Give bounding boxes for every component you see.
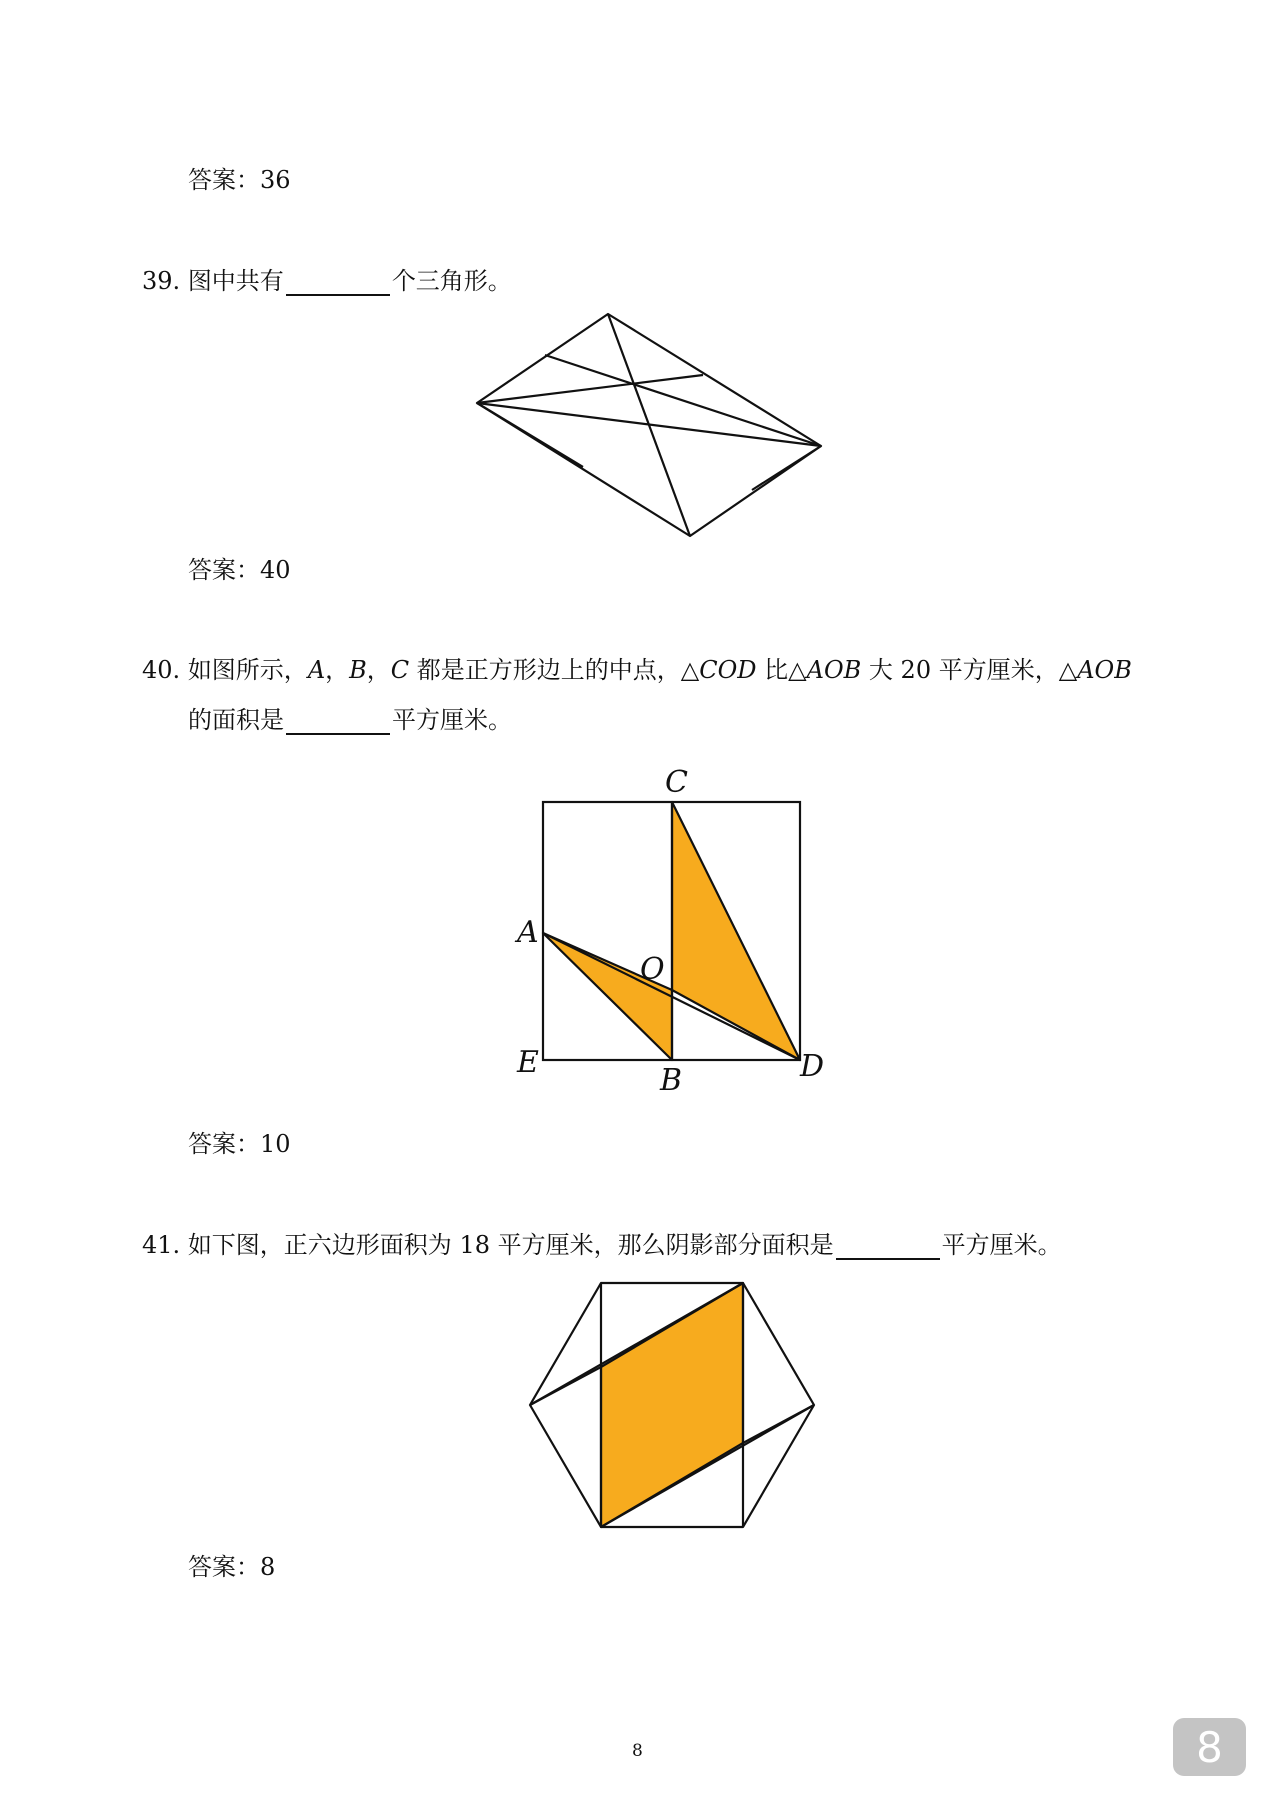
question-text: 大 20 平方厘米，△ xyxy=(861,656,1078,684)
answer-value: 40 xyxy=(260,556,291,584)
triangle-aob: AOB xyxy=(806,656,862,684)
page-number: 8 xyxy=(632,1741,643,1761)
answer-value: 36 xyxy=(260,166,291,194)
answer-label: 答案： xyxy=(188,1130,260,1158)
label-c: C xyxy=(665,765,688,800)
answer-label: 答案： xyxy=(188,166,260,194)
separator: ， xyxy=(366,656,391,684)
label-o: O xyxy=(640,952,665,987)
question-text: 如下图，正六边形面积为 18 平方厘米，那么阴影部分面积是 xyxy=(187,1231,834,1259)
question-text: 的面积是 xyxy=(188,706,284,734)
question-number: 39. xyxy=(142,267,181,295)
var-b: B xyxy=(349,656,367,684)
question-text-after: 平方厘米。 xyxy=(941,1231,1062,1259)
question-text: 如图所示， xyxy=(187,656,308,684)
question-number: 40. xyxy=(142,656,181,684)
question-text: 比△ xyxy=(756,656,807,684)
var-a: A xyxy=(307,656,326,684)
page-badge[interactable]: 8 xyxy=(1173,1718,1246,1776)
question-text: 图中共有 xyxy=(187,267,284,295)
label-e: E xyxy=(517,1045,539,1080)
label-d: D xyxy=(800,1049,825,1084)
label-b: B xyxy=(660,1063,683,1098)
shaded-rhombus xyxy=(601,1283,743,1527)
label-a: A xyxy=(517,915,539,950)
separator: ， xyxy=(325,656,350,684)
triangle-aob: AOB xyxy=(1077,656,1132,684)
answer-value: 8 xyxy=(260,1553,276,1581)
triangle-cod: COD xyxy=(699,656,757,684)
answer-41 xyxy=(188,1552,275,1582)
question-text-after: 平方厘米。 xyxy=(392,706,512,734)
question-number: 41. xyxy=(142,1231,181,1259)
answer-label: 答案： xyxy=(188,556,260,584)
question-text: 都是正方形边上的中点，△ xyxy=(409,656,700,684)
answer-value: 10 xyxy=(260,1130,291,1158)
question-text-after: 个三角形。 xyxy=(391,267,512,295)
var-c: C xyxy=(390,656,410,684)
answer-label: 答案： xyxy=(188,1553,260,1581)
